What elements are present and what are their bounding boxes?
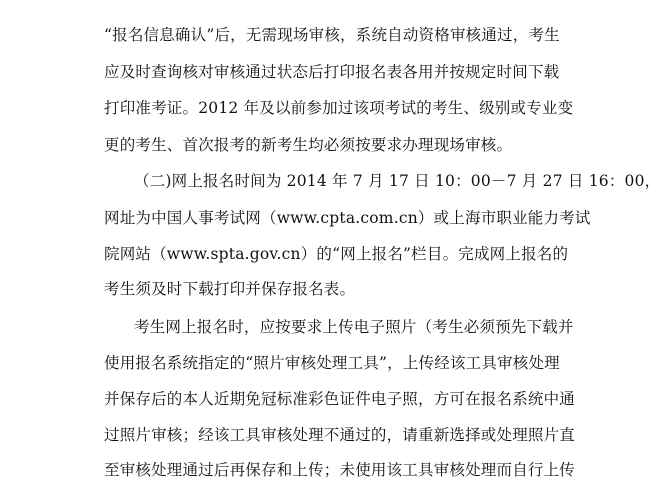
paragraph-line: 并保存后的本人近期免冠标准彩色证件电子照，方可在报名系统中通: [104, 390, 576, 408]
paragraph-line: 考生须及时下载打印并保存报名表。: [104, 280, 356, 298]
paragraph-line: 使用报名系统指定的“照片审核处理工具”，上传经该工具审核处理: [104, 354, 560, 372]
paragraph-line: 网址为中国人事考试网（www.cpta.com.cn）或上海市职业能力考试: [104, 209, 591, 227]
paragraph-line: 更的考生、首次报考的新考生均必须按要求办理现场审核。: [104, 136, 513, 154]
paragraph-line: （二)网上报名时间为 2014 年 7 月 17 日 10：00－7 月 27 日 16：00，: [134, 172, 661, 190]
paragraph-line: 院网站（www.spta.gov.cn）的“网上报名”栏目。完成网上报名的: [104, 245, 569, 263]
paragraph-line: 至审核处理通过后再保存和上传；未使用该工具审核处理而自行上传: [104, 461, 576, 479]
paragraph-line: “报名信息确认”后，无需现场审核，系统自动资格审核通过，考生: [104, 26, 560, 44]
paragraph-line: 打印准考证。2012 年及以前参加过该项考试的考生、级别或专业变: [104, 99, 574, 117]
paragraph-line: 应及时查询核对审核通过状态后打印报名表各用并按规定时间下载: [104, 63, 560, 81]
paragraph-line: 考生网上报名时，应按要求上传电子照片（考生必须预先下载并: [134, 318, 574, 336]
paragraph-line: 过照片审核；经该工具审核处理不通过的，请重新选择或处理照片直: [104, 426, 576, 444]
